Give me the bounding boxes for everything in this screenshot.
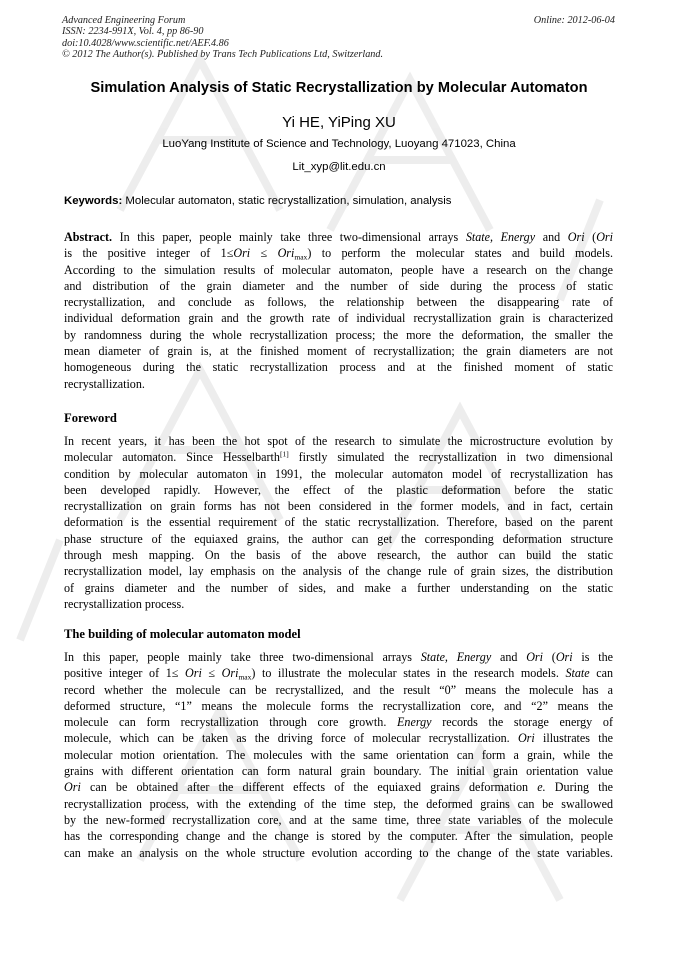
keywords-line bbox=[64, 195, 614, 207]
model-text: During the bbox=[545, 780, 613, 795]
abstract-text: is the positive integer of 1≤ bbox=[64, 246, 234, 261]
var-ori: Ori bbox=[596, 230, 613, 244]
issn-line: ISSN: 2234-991X, Vol. 4, pp 86-90 bbox=[62, 26, 204, 38]
model-text: ≤ bbox=[201, 666, 222, 681]
model-line: has the corresponding change and the change is stored by the computer. After the simulation, people bbox=[64, 829, 613, 844]
abstract-text: ≤ bbox=[250, 246, 278, 261]
foreword-line: recrystallization on grain forms has not been considered in the former models, and in fact, certain bbox=[64, 499, 613, 514]
section-heading-model: The building of molecular automaton model bbox=[64, 627, 301, 641]
abstract-line: individual deformation grain and the growth rate of individual recrystallization grain is characterized bbox=[64, 311, 613, 326]
abstract-text: ( bbox=[584, 230, 597, 244]
var-ori: Ori bbox=[555, 650, 573, 664]
var-ori: Ori bbox=[526, 650, 544, 664]
var-ori: Ori bbox=[567, 230, 585, 244]
foreword-text: firstly simulated the recrystallization in two dimensional bbox=[288, 450, 613, 465]
foreword-line: phase structure of the equiaxed grains, the author can get the corresponding deformation structure bbox=[64, 531, 613, 546]
abstract bbox=[64, 229, 613, 392]
model-text: illustrates the bbox=[534, 731, 613, 746]
abstract-line: According to the simulation results of molecular automaton, people have a research on the change bbox=[64, 262, 613, 277]
var-e: e. bbox=[537, 780, 546, 795]
var-ori: Ori bbox=[277, 246, 295, 261]
model-text: ( bbox=[543, 650, 556, 664]
abstract-line: mean diameter of grain is, at the finished moment of recrystallization; the grain diameters are not bbox=[64, 344, 613, 359]
section-heading-foreword: Foreword bbox=[64, 411, 117, 425]
var-ori: Ori bbox=[221, 666, 239, 681]
model-line bbox=[64, 665, 613, 681]
foreword-line: of grains diameter and the number of sides, and make a further understanding on the static bbox=[64, 580, 613, 595]
author-affiliation: LuoYang Institute of Science and Technology, Luoyang 471023, China bbox=[162, 138, 516, 150]
var-energy: Energy bbox=[500, 230, 536, 244]
abstract-line: and distribution of the grain diameter and the number of side during the process of static bbox=[64, 278, 613, 293]
model-text: molecule can form recrystallization through core growth. bbox=[64, 715, 398, 730]
var-ori: Ori bbox=[64, 780, 81, 795]
model-text: molecule, which can be taken as the driving force of molecular recrystallization. bbox=[64, 731, 518, 746]
var-energy: Energy bbox=[456, 650, 492, 664]
paper-title: Simulation Analysis of Static Recrystallization by Molecular Automaton bbox=[90, 80, 588, 96]
journal-header bbox=[62, 15, 615, 60]
journal-name: Advanced Engineering Forum bbox=[62, 15, 186, 26]
model-line: deformed structure, “1” means the molecule forms the recrystallization core, and “2” means the bbox=[64, 698, 613, 713]
model-line: record whether the molecule can be recrystallized, and the result “0” means the molecule has a bbox=[64, 682, 613, 697]
online-date: Online: 2012-06-04 bbox=[533, 15, 615, 26]
model-body bbox=[64, 649, 613, 861]
var-energy: Energy bbox=[397, 715, 432, 730]
foreword-line: deformation is the essential requirement of the static recrystallization. Therefore, based on the parent bbox=[64, 515, 613, 530]
foreword-line bbox=[64, 449, 613, 465]
model-text: ) to illustrate the molecular states in the research models. bbox=[251, 666, 566, 681]
model-text: records the storage energy of bbox=[431, 715, 613, 730]
keywords-text: Molecular automaton, static recrystallization, simulation, analysis bbox=[122, 195, 452, 207]
var-ori: Ori bbox=[233, 246, 251, 261]
abstract-line bbox=[64, 229, 613, 245]
var-state: State, bbox=[465, 230, 494, 244]
foreword-text: molecular automaton. Since Hesselbarth bbox=[64, 450, 280, 465]
foreword-line: In recent years, it has been the hot spot of the research to simulate the microstructure evolution by bbox=[64, 434, 613, 448]
model-line: grains with different orientation can form natural grain boundary. The initial grain orientation value bbox=[64, 764, 613, 779]
abstract-text: In this paper, people mainly take three two-dimensional arrays bbox=[112, 230, 466, 244]
foreword-line: recrystallization process. bbox=[64, 596, 185, 611]
abstract-line: by randomness during the whole recrystallization process; the more the deformation, the smaller the bbox=[64, 327, 613, 342]
keywords-label: Keywords: bbox=[64, 195, 123, 207]
author-email: Lit_xyp@lit.edu.cn bbox=[292, 161, 386, 173]
model-line: recrystallization process, with the extending of the time step, the deformed grains can be swallowed bbox=[64, 796, 613, 811]
abstract-line: homogeneous during the static recrystallization process and at the finished moment of static bbox=[64, 360, 613, 375]
doi-line: doi:10.4028/www.scientific.net/AEF.4.86 bbox=[62, 37, 229, 49]
model-text: can bbox=[589, 666, 613, 681]
foreword-line: condition by molecular automaton in 1991, the molecular automaton model of recrystallization has bbox=[64, 466, 613, 481]
model-line: can make an analysis on the whole structure evolution according to the change of the state variables. bbox=[64, 845, 613, 860]
model-text: can be obtained after the different effects of the equiaxed grains deformation bbox=[80, 780, 538, 795]
copyright-line: © 2012 The Author(s). Published by Trans Tech Publications Ltd, Switzerland. bbox=[62, 48, 384, 60]
model-line: molecular motion orientation. The molecules with the same orientation can form a grain, while the bbox=[64, 747, 613, 762]
model-line bbox=[64, 714, 613, 730]
abstract-line: recrystallization, and conclude as follows, the relationship between the disappearing rate of bbox=[64, 295, 613, 310]
model-text: positive integer of 1≤ bbox=[64, 666, 185, 681]
model-line: by the new-formed recrystallization core, and at the same time, three state variables of the molecule bbox=[64, 812, 613, 827]
model-text: is the bbox=[572, 650, 613, 664]
model-line bbox=[64, 730, 613, 746]
model-text: In this paper, people mainly take three two-dimensional arrays bbox=[64, 650, 421, 664]
var-ori: Ori bbox=[517, 731, 535, 746]
citation-ref: [1] bbox=[279, 449, 289, 459]
subscript-max: max bbox=[238, 672, 252, 682]
var-state: State, bbox=[420, 650, 448, 664]
abstract-line bbox=[64, 245, 613, 261]
paper-authors: Yi HE, YiPing XU bbox=[282, 114, 396, 131]
model-text: and bbox=[491, 650, 527, 664]
abstract-text: and bbox=[535, 230, 568, 244]
model-line bbox=[64, 779, 613, 795]
foreword-line: through mesh mapping. On the basis of the above research, the author can build the static bbox=[64, 548, 613, 563]
abstract-line: recrystallization. bbox=[64, 376, 145, 391]
subscript-max: max bbox=[294, 252, 308, 262]
abstract-text: ) to perform the molecular states and build models. bbox=[307, 246, 613, 261]
foreword-line: recrystallization model, lay emphasis on the analysis of the change rule of grain sizes, the distribution bbox=[64, 564, 613, 579]
var-state: State bbox=[565, 666, 590, 681]
foreword-body bbox=[64, 433, 613, 612]
var-ori: Ori bbox=[185, 666, 202, 681]
model-line bbox=[64, 649, 613, 665]
foreword-line: been developed rapidly. However, the effect of the plastic deformation before the static bbox=[64, 482, 613, 497]
abstract-label: Abstract. bbox=[64, 230, 113, 244]
